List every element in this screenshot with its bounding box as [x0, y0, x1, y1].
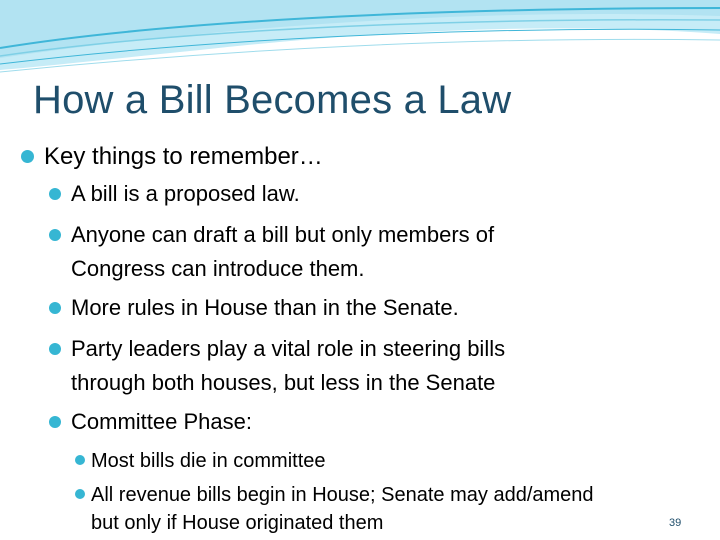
bullet-revenue-bills: All revenue bills begin in House; Senate may add/amend [91, 484, 594, 506]
bullet-committee-phase: Committee Phase: [71, 409, 252, 434]
bullet-icon [21, 150, 34, 163]
bullet-icon [49, 302, 61, 314]
bullet-party-leaders-continued: through both houses, but less in the Senate [71, 370, 496, 395]
bullet-icon [75, 455, 85, 465]
bullet-party-leaders: Party leaders play a vital role in steering bills [71, 336, 506, 361]
bullet-icon [49, 343, 61, 355]
slide-title: How a Bill Becomes a Law [33, 78, 512, 122]
bullet-icon [49, 416, 61, 428]
bullet-key-things: Key things to remember… [44, 143, 323, 170]
bullet-icon [49, 229, 61, 241]
bullet-anyone-draft: Anyone can draft a bill but only members of [71, 222, 495, 247]
bullet-most-bills-die: Most bills die in committee [91, 450, 326, 472]
bullet-bill-proposed: A bill is a proposed law. [71, 181, 300, 206]
bullet-icon [49, 188, 61, 200]
bullet-icon [75, 489, 85, 499]
page-number: 39 [669, 517, 682, 529]
bullet-anyone-draft-continued: Congress can introduce them. [71, 256, 365, 281]
bullet-revenue-bills-continued: but only if House originated them [91, 512, 384, 534]
bullet-more-rules: More rules in House than in the Senate. [71, 295, 459, 320]
